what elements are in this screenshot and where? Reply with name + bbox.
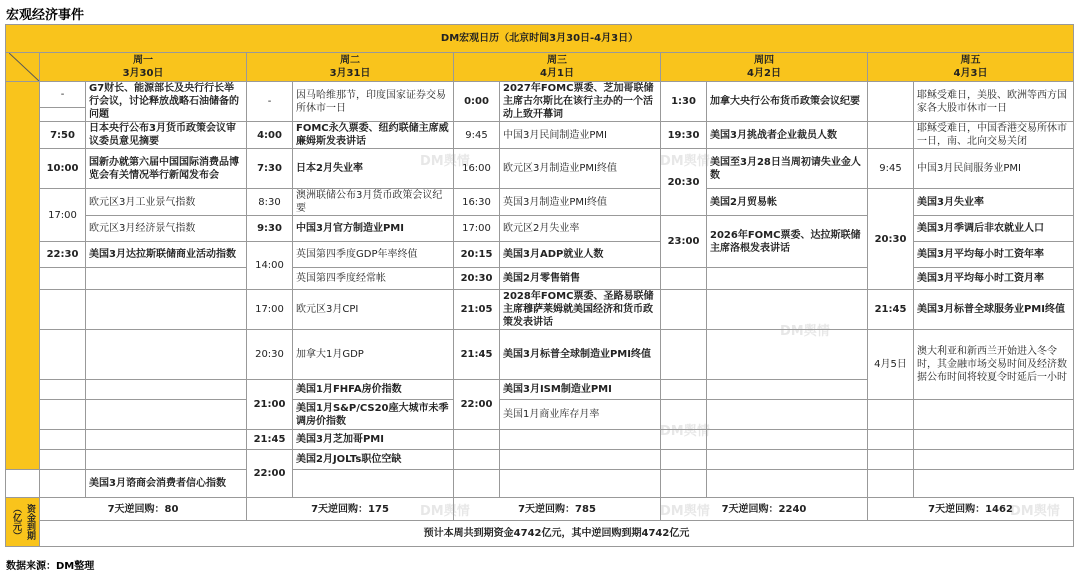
- event-item: 美国3月平均每小时工资月率: [914, 268, 1074, 290]
- event-time: [868, 82, 914, 122]
- watermark: DM舆情: [780, 324, 830, 339]
- repo-tue: 7天逆回购：175: [247, 498, 454, 521]
- event-time: 9:30: [247, 216, 293, 242]
- event-item: 澳洲联储公布3月货币政策会议纪要: [293, 189, 454, 216]
- event-item: G7财长、能源部长及央行行长举行会议，讨论释放战略石油储备的问题: [86, 82, 247, 122]
- unit-label: （亿元）: [11, 504, 21, 540]
- event-item: 加拿大央行公布货币政策会议纪要: [707, 82, 868, 122]
- event-item: 欧元区3月制造业PMI终值: [500, 149, 661, 189]
- day-header-fri: 周五 4月3日: [868, 53, 1074, 82]
- event-item: 2028年FOMC票委、圣路易联储主席穆萨莱姆就美国经济和货币政策发表讲话: [500, 290, 661, 330]
- event-time: 10:00: [40, 149, 86, 189]
- event-time: 16:00: [454, 149, 500, 189]
- event-time: 14:00: [247, 242, 293, 290]
- event-item: 中国3月民间服务业PMI: [914, 149, 1074, 189]
- event-time: 9:45: [454, 122, 500, 149]
- calendar-table: [5, 24, 1074, 547]
- event-item: 2027年FOMC票委、芝加哥联储主席古尔斯比在该行主办的一个活动上致开幕词: [500, 82, 661, 122]
- event-time: 17:00: [40, 189, 86, 242]
- event-time: 20:30: [247, 330, 293, 380]
- event-time: 7:30: [247, 149, 293, 189]
- event-time: 1:30: [661, 82, 707, 122]
- event-item: 美国3月平均每小时工资年率: [914, 242, 1074, 268]
- event-time: 20:15: [454, 242, 500, 268]
- page-title: 宏观经济事件: [6, 8, 85, 23]
- event-time: 0:00: [454, 82, 500, 122]
- event-item: 美国1月FHFA房价指数: [293, 380, 454, 400]
- diagonal-line: [9, 53, 39, 81]
- event-item: 美国1月S&P/CS20座大城市未季调房价指数: [293, 400, 454, 430]
- repo-thu: 7天逆回购：2240: [661, 498, 868, 521]
- day-header-wed: 周三 4月1日: [454, 53, 661, 82]
- event-item: 欧元区3月经济景气指数: [86, 216, 247, 242]
- funds-due-label: 资金到期: [25, 504, 35, 540]
- event-item: 欧元区2月失业率: [500, 216, 661, 242]
- macro-calendar: [5, 24, 1073, 554]
- event-time: -: [247, 82, 293, 122]
- data-source: 数据来源：DM整理: [6, 561, 95, 572]
- event-item: 美国2月零售销售: [500, 268, 661, 290]
- event-item: 美国至3月28日当周初请失业金人数: [707, 149, 868, 189]
- event-item: 英国第四季度经常帐: [293, 268, 454, 290]
- event-item: 中国3月民间制造业PMI: [500, 122, 661, 149]
- event-item: 美国3月标普全球制造业PMI终值: [500, 330, 661, 380]
- event-item: 美国2月JOLTs职位空缺: [293, 450, 454, 470]
- event-time: 4月5日: [868, 330, 914, 400]
- day-header-tue: 周二 3月31日: [247, 53, 454, 82]
- event-item: 2026年FOMC票委、达拉斯联储主席洛根发表讲话: [707, 216, 868, 268]
- event-item: 美国3月标普全球服务业PMI终值: [914, 290, 1074, 330]
- event-time: 4:00: [247, 122, 293, 149]
- event-time: 16:30: [454, 189, 500, 216]
- watermark: DM舆情: [660, 154, 710, 169]
- repo-mon: 7天逆回购：80: [40, 498, 247, 521]
- event-time: 20:30: [661, 149, 707, 216]
- event-time: 21:45: [454, 330, 500, 380]
- event-time: 22:00: [247, 450, 293, 498]
- event-item: 美国3月达拉斯联储商业活动指数: [86, 242, 247, 268]
- watermark: DM舆情: [420, 154, 470, 169]
- event-item: 因马哈维那节，印度国家证券交易所休市一日: [293, 82, 454, 122]
- event-time: 23:00: [661, 216, 707, 268]
- repo-fri: 7天逆回购：1462: [868, 498, 1074, 521]
- event-time: 20:30: [454, 268, 500, 290]
- day-header-thu: 周四 4月2日: [661, 53, 868, 82]
- event-item: 美国3月谘商会消费者信心指数: [86, 470, 247, 498]
- day-header-mon: 周一 3月30日: [40, 53, 247, 82]
- event-time: [868, 122, 914, 149]
- event-item: 美国3月ADP就业人数: [500, 242, 661, 268]
- calendar-title: DM宏观日历（北京时间3月30日-4月3日）: [6, 25, 1074, 53]
- event-item: 美国3月挑战者企业裁员人数: [707, 122, 868, 149]
- watermark: DM舆情: [420, 504, 470, 519]
- event-item: 耶稣受难日，中国香港交易所休市一日，南、北向交易关闭: [914, 122, 1074, 149]
- event-item: 国新办就第六届中国国际消费品博览会有关情况举行新闻发布会: [86, 149, 247, 189]
- event-time: 21:45: [868, 290, 914, 330]
- event-time: 19:30: [661, 122, 707, 149]
- event-time: 22:00: [454, 380, 500, 430]
- event-time: 21:45: [247, 430, 293, 450]
- watermark: DM舆情: [660, 424, 710, 439]
- event-item: 澳大利亚和新西兰开始进入冬令时，其金融市场交易时间及经济数据公布时间将较夏令时延后一小时: [914, 330, 1074, 400]
- watermark: DM舆情: [660, 504, 710, 519]
- event-time: 21:05: [454, 290, 500, 330]
- event-item: 美国3月季调后非农就业人口: [914, 216, 1074, 242]
- event-time: 7:50: [40, 122, 86, 149]
- event-item: 日本2月失业率: [293, 149, 454, 189]
- event-time: 22:30: [40, 242, 86, 268]
- corner-cell: [6, 53, 40, 82]
- event-item: 美国2月贸易帐: [707, 189, 868, 216]
- event-time: 8:30: [247, 189, 293, 216]
- event-item: 欧元区3月CPI: [293, 290, 454, 330]
- event-time: 17:00: [247, 290, 293, 330]
- event-item: 美国3月芝加哥PMI: [293, 430, 454, 450]
- event-item: 耶稣受难日，美股、欧洲等西方国家各大股市休市一日: [914, 82, 1074, 122]
- watermark: DM舆情: [1010, 504, 1060, 519]
- total-due-summary: 预计本周共到期资金4742亿元，其中逆回购到期4742亿元: [40, 521, 1074, 547]
- event-item: 日本央行公布3月货币政策会议审议委员意见摘要: [86, 122, 247, 149]
- event-time: -: [40, 82, 86, 108]
- repo-wed: 7天逆回购：785: [454, 498, 661, 521]
- event-item: 欧元区3月工业景气指数: [86, 189, 247, 216]
- event-item: 美国3月失业率: [914, 189, 1074, 216]
- event-item: 加拿大1月GDP: [293, 330, 454, 380]
- event-item: 英国3月制造业PMI终值: [500, 189, 661, 216]
- event-item: 美国1月商业库存月率: [500, 400, 661, 430]
- event-item: 中国3月官方制造业PMI: [293, 216, 454, 242]
- event-time: 21:00: [247, 380, 293, 430]
- event-time: 17:00: [454, 216, 500, 242]
- event-item: 英国第四季度GDP年率终值: [293, 242, 454, 268]
- event-time: 9:45: [868, 149, 914, 189]
- side-label: [6, 498, 40, 547]
- side-spacer: [6, 82, 40, 470]
- event-item: FOMC永久票委、纽约联储主席威廉姆斯发表讲话: [293, 122, 454, 149]
- event-time: 20:30: [868, 189, 914, 290]
- event-item: 美国3月ISM制造业PMI: [500, 380, 661, 400]
